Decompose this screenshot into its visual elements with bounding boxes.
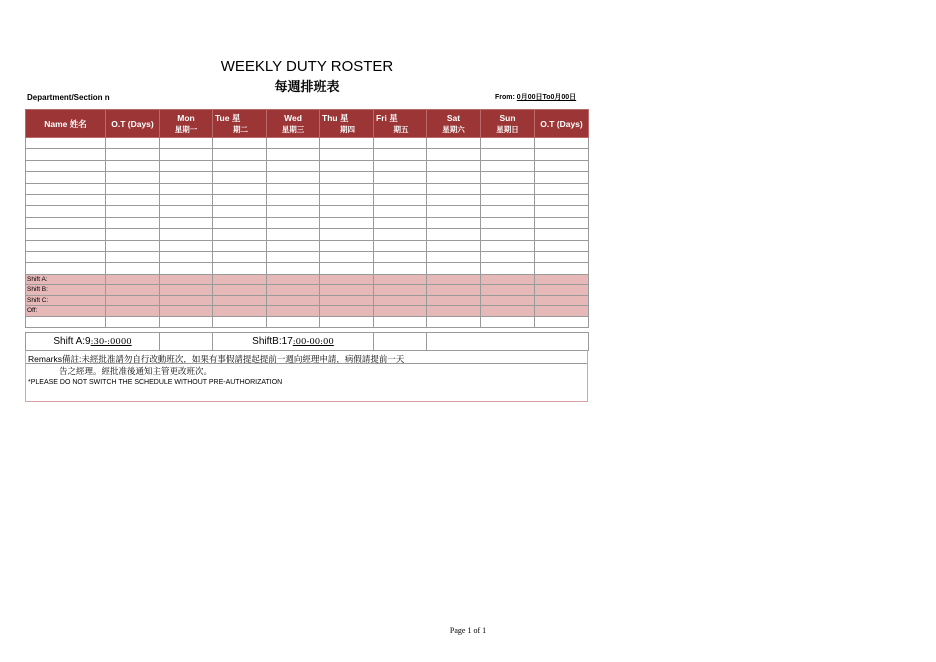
- cell[interactable]: [320, 160, 374, 171]
- header-label: Thu 星: [322, 112, 349, 123]
- date-range: [495, 92, 576, 102]
- staff-row: [26, 251, 589, 262]
- header-label: Sat: [446, 112, 461, 123]
- staff-row: [26, 206, 589, 217]
- cell[interactable]: [427, 251, 481, 262]
- staff-row: [26, 160, 589, 171]
- cell[interactable]: [374, 138, 427, 149]
- cell[interactable]: [267, 194, 320, 205]
- shift-times-row: [26, 333, 589, 351]
- cell[interactable]: [481, 316, 535, 327]
- remarks-box: [25, 350, 588, 402]
- cell: [160, 333, 213, 351]
- staff-row: [26, 229, 589, 240]
- cell[interactable]: [374, 160, 427, 171]
- cell[interactable]: [106, 217, 160, 228]
- cell[interactable]: [213, 229, 267, 240]
- cell[interactable]: [160, 183, 213, 194]
- cell[interactable]: [535, 138, 589, 149]
- cell[interactable]: [213, 316, 267, 327]
- cell[interactable]: [106, 240, 160, 251]
- cell[interactable]: [374, 274, 427, 285]
- cell[interactable]: [160, 285, 213, 296]
- cell[interactable]: [427, 194, 481, 205]
- cell[interactable]: [106, 285, 160, 296]
- cell[interactable]: [26, 138, 106, 149]
- pre-authorization-notice: *PLEASE DO NOT SWITCH THE SCHEDULE WITHOUT PRE-AUTHORIZATION: [28, 379, 283, 386]
- shift-b-label: ShiftB:17: [252, 336, 293, 347]
- shift-row-label: Off:: [26, 306, 106, 317]
- cell[interactable]: [213, 306, 267, 317]
- cell[interactable]: [106, 274, 160, 285]
- staff-row: [26, 172, 589, 183]
- cell[interactable]: [213, 217, 267, 228]
- cell[interactable]: [535, 295, 589, 306]
- header-sublabel: 星期一: [174, 124, 198, 134]
- cell[interactable]: [106, 295, 160, 306]
- cell[interactable]: [320, 240, 374, 251]
- cell[interactable]: [320, 138, 374, 149]
- cell[interactable]: [481, 206, 535, 217]
- cell[interactable]: [160, 149, 213, 160]
- cell[interactable]: [267, 316, 320, 327]
- header-sublabel: 期四: [340, 124, 355, 134]
- cell[interactable]: [374, 194, 427, 205]
- header-sublabel: 星期三: [281, 124, 305, 134]
- cell[interactable]: [160, 194, 213, 205]
- remarks-text: Remarks備註:未經批准請勿自行改動班次，如果有事假請提起提前一週向經理申請，病假請提前一天: [28, 354, 405, 364]
- cell[interactable]: [26, 172, 106, 183]
- department-label: Department/Section n: [27, 93, 110, 102]
- shift-row-label: Shift C:: [26, 295, 106, 306]
- cell[interactable]: [213, 251, 267, 262]
- cell[interactable]: [374, 316, 427, 327]
- cell: [427, 333, 589, 351]
- spacer-rows: [26, 316, 589, 327]
- cell[interactable]: [267, 285, 320, 296]
- shift-a-label: Shift A:9: [53, 336, 91, 347]
- cell[interactable]: [106, 251, 160, 262]
- roster-table: [25, 109, 589, 328]
- cell[interactable]: [160, 306, 213, 317]
- cell[interactable]: [160, 295, 213, 306]
- cell[interactable]: [374, 263, 427, 274]
- cell[interactable]: [535, 263, 589, 274]
- shift-row: [26, 295, 589, 306]
- cell[interactable]: [535, 206, 589, 217]
- staff-row: [26, 149, 589, 160]
- cell[interactable]: [481, 274, 535, 285]
- header-label: O.T (Days): [540, 118, 583, 129]
- cell[interactable]: [213, 274, 267, 285]
- cell[interactable]: [26, 229, 106, 240]
- cell[interactable]: [427, 285, 481, 296]
- cell[interactable]: [267, 306, 320, 317]
- cell[interactable]: [267, 172, 320, 183]
- cell[interactable]: [267, 206, 320, 217]
- cell[interactable]: [481, 194, 535, 205]
- cell[interactable]: [427, 306, 481, 317]
- cell[interactable]: [106, 229, 160, 240]
- shift-a-time: [26, 333, 160, 351]
- cell[interactable]: [481, 160, 535, 171]
- cell[interactable]: [427, 229, 481, 240]
- cell[interactable]: [160, 240, 213, 251]
- cell[interactable]: [320, 217, 374, 228]
- cell[interactable]: [320, 194, 374, 205]
- cell[interactable]: [320, 229, 374, 240]
- cell[interactable]: [26, 240, 106, 251]
- cell[interactable]: [213, 240, 267, 251]
- cell[interactable]: [106, 183, 160, 194]
- shift-b-range: :00-00:00: [292, 337, 334, 347]
- header-label: Mon: [177, 112, 195, 123]
- cell[interactable]: [481, 149, 535, 160]
- shift-a-range: :30-:0000: [90, 337, 132, 347]
- cell[interactable]: [427, 217, 481, 228]
- header-name: [26, 110, 106, 138]
- cell[interactable]: [374, 206, 427, 217]
- cell[interactable]: [427, 295, 481, 306]
- cell[interactable]: [320, 285, 374, 296]
- cell[interactable]: [213, 172, 267, 183]
- header-label: Sun: [499, 112, 516, 123]
- cell[interactable]: [26, 206, 106, 217]
- cell[interactable]: [106, 316, 160, 327]
- cell[interactable]: [374, 306, 427, 317]
- header-wed: [267, 110, 320, 138]
- cell[interactable]: [160, 217, 213, 228]
- cell[interactable]: [374, 149, 427, 160]
- cell[interactable]: [106, 172, 160, 183]
- cell[interactable]: [535, 183, 589, 194]
- shift-times-table: [25, 332, 589, 351]
- cell[interactable]: [26, 251, 106, 262]
- from-date: 0月00日To0月00日: [516, 94, 577, 101]
- cell[interactable]: [535, 160, 589, 171]
- cell[interactable]: [427, 183, 481, 194]
- cell[interactable]: [160, 229, 213, 240]
- header-label: Wed: [284, 112, 302, 123]
- cell[interactable]: [481, 285, 535, 296]
- cell[interactable]: [26, 217, 106, 228]
- cell[interactable]: [320, 183, 374, 194]
- header-label: O.T (Days): [111, 118, 154, 129]
- header-label: Name 姓名: [44, 118, 87, 129]
- cell[interactable]: [26, 316, 106, 327]
- cell[interactable]: [213, 206, 267, 217]
- remarks-text-cont: 告之經理。經批准後通知主管更改班次。: [59, 366, 213, 376]
- cell[interactable]: [160, 274, 213, 285]
- cell[interactable]: [535, 251, 589, 262]
- cell[interactable]: [213, 263, 267, 274]
- cell[interactable]: [213, 183, 267, 194]
- cell[interactable]: [106, 138, 160, 149]
- cell[interactable]: [213, 149, 267, 160]
- cell[interactable]: [160, 172, 213, 183]
- cell[interactable]: [267, 263, 320, 274]
- cell[interactable]: [320, 172, 374, 183]
- cell[interactable]: [320, 306, 374, 317]
- cell[interactable]: [106, 263, 160, 274]
- shift-row: [26, 274, 589, 285]
- cell[interactable]: [427, 160, 481, 171]
- cell[interactable]: [320, 274, 374, 285]
- cell[interactable]: [374, 217, 427, 228]
- cell[interactable]: [535, 229, 589, 240]
- cell[interactable]: [320, 206, 374, 217]
- cell[interactable]: [106, 160, 160, 171]
- staff-row: [26, 138, 589, 149]
- cell[interactable]: [374, 251, 427, 262]
- cell[interactable]: [213, 295, 267, 306]
- cell[interactable]: [160, 316, 213, 327]
- shift-rows: [26, 274, 589, 316]
- header-sat: [427, 110, 481, 138]
- header-sublabel: 星期六: [442, 124, 465, 134]
- header-tue: [213, 110, 267, 138]
- roster-title-zh: 每週排班表: [274, 79, 340, 94]
- shift-row: [26, 285, 589, 296]
- cell[interactable]: [267, 251, 320, 262]
- cell[interactable]: [213, 194, 267, 205]
- cell[interactable]: [320, 149, 374, 160]
- header-row: [26, 110, 589, 138]
- header-sublabel: 星期日: [496, 124, 519, 134]
- cell[interactable]: [374, 172, 427, 183]
- cell[interactable]: [267, 183, 320, 194]
- roster-title-en: WEEKLY DUTY ROSTER: [220, 58, 394, 75]
- cell[interactable]: [267, 274, 320, 285]
- cell: [374, 333, 427, 351]
- shift-row-label: Shift B:: [26, 285, 106, 296]
- page-number: Page 1 of 1: [449, 626, 487, 635]
- cell[interactable]: [427, 316, 481, 327]
- cell[interactable]: [26, 149, 106, 160]
- staff-row: [26, 183, 589, 194]
- cell[interactable]: [481, 217, 535, 228]
- header-label: Tue 星: [215, 112, 241, 123]
- cell[interactable]: [267, 217, 320, 228]
- shift-b-time: [213, 333, 374, 351]
- shift-row-label: Shift A:: [26, 274, 106, 285]
- cell[interactable]: [213, 160, 267, 171]
- cell[interactable]: [213, 285, 267, 296]
- cell[interactable]: [320, 295, 374, 306]
- cell[interactable]: [481, 229, 535, 240]
- cell[interactable]: [427, 149, 481, 160]
- cell[interactable]: [481, 183, 535, 194]
- cell[interactable]: [26, 263, 106, 274]
- cell[interactable]: [160, 206, 213, 217]
- shift-row: [26, 306, 589, 317]
- cell[interactable]: [481, 306, 535, 317]
- header-label: Fri 星: [376, 112, 398, 123]
- header-mon: [160, 110, 213, 138]
- header-fri: [374, 110, 427, 138]
- staff-row: [26, 240, 589, 251]
- cell[interactable]: [535, 149, 589, 160]
- cell[interactable]: [427, 240, 481, 251]
- cell[interactable]: [26, 160, 106, 171]
- cell[interactable]: [535, 285, 589, 296]
- cell[interactable]: [267, 240, 320, 251]
- cell[interactable]: [481, 263, 535, 274]
- header-sublabel: 期二: [233, 124, 248, 134]
- cell[interactable]: [267, 149, 320, 160]
- cell[interactable]: [320, 251, 374, 262]
- divider: [26, 363, 587, 364]
- staff-row: [26, 217, 589, 228]
- cell[interactable]: [160, 160, 213, 171]
- cell[interactable]: [106, 194, 160, 205]
- cell[interactable]: [535, 274, 589, 285]
- cell[interactable]: [481, 251, 535, 262]
- cell[interactable]: [427, 138, 481, 149]
- cell[interactable]: [481, 172, 535, 183]
- cell[interactable]: [267, 295, 320, 306]
- header-ot-2: [535, 110, 589, 138]
- cell[interactable]: [535, 316, 589, 327]
- header-sun: [481, 110, 535, 138]
- cell[interactable]: [481, 138, 535, 149]
- cell[interactable]: [427, 206, 481, 217]
- from-label: From:: [495, 94, 515, 101]
- header-sublabel: 期五: [393, 124, 409, 134]
- cell[interactable]: [267, 160, 320, 171]
- cell[interactable]: [427, 263, 481, 274]
- cell[interactable]: [267, 138, 320, 149]
- staff-row: [26, 194, 589, 205]
- cell[interactable]: [26, 183, 106, 194]
- header-ot: [106, 110, 160, 138]
- cell[interactable]: [481, 240, 535, 251]
- cell[interactable]: [106, 306, 160, 317]
- cell[interactable]: [374, 285, 427, 296]
- cell[interactable]: [374, 240, 427, 251]
- cell[interactable]: [213, 138, 267, 149]
- cell[interactable]: [320, 316, 374, 327]
- cell[interactable]: [535, 172, 589, 183]
- cell[interactable]: [374, 183, 427, 194]
- cell[interactable]: [160, 263, 213, 274]
- cell[interactable]: [535, 194, 589, 205]
- cell[interactable]: [481, 295, 535, 306]
- cell[interactable]: [535, 306, 589, 317]
- cell[interactable]: [374, 295, 427, 306]
- cell[interactable]: [160, 138, 213, 149]
- cell[interactable]: [427, 274, 481, 285]
- staff-row: [26, 263, 589, 274]
- cell[interactable]: [374, 229, 427, 240]
- cell[interactable]: [427, 172, 481, 183]
- cell[interactable]: [535, 240, 589, 251]
- blank-row: [26, 316, 589, 327]
- cell[interactable]: [106, 149, 160, 160]
- cell[interactable]: [106, 206, 160, 217]
- staff-rows: [26, 138, 589, 275]
- cell[interactable]: [535, 217, 589, 228]
- cell[interactable]: [160, 251, 213, 262]
- cell[interactable]: [320, 263, 374, 274]
- cell[interactable]: [26, 194, 106, 205]
- header-thu: [320, 110, 374, 138]
- cell[interactable]: [267, 229, 320, 240]
